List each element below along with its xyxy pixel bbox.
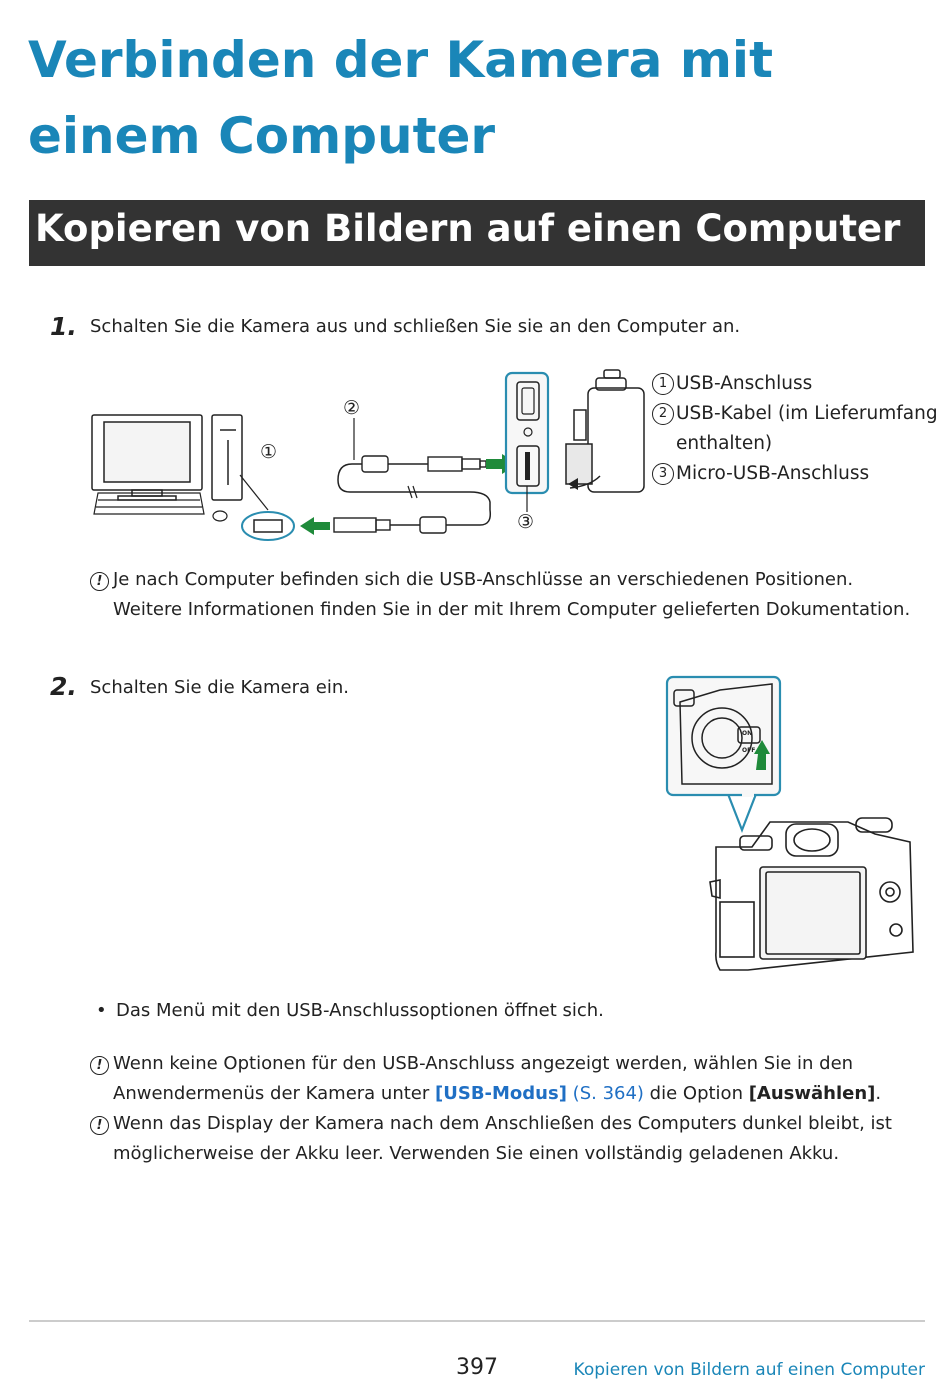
step-2-text: Schalten Sie die Kamera ein. bbox=[90, 677, 349, 698]
camera-power-switch-illustration bbox=[660, 672, 925, 977]
micro-usb-plug bbox=[428, 457, 486, 471]
legend-text: Micro-USB-Anschluss bbox=[676, 463, 870, 484]
step-1-number: 1. bbox=[50, 312, 77, 341]
legend-marker: 3 bbox=[652, 463, 674, 485]
usb-cable bbox=[338, 464, 490, 525]
caution-icon: ! bbox=[90, 1116, 109, 1135]
legend-text: USB-Kabel (im Lieferumfang enthalten) bbox=[676, 403, 938, 454]
mouse bbox=[213, 511, 227, 521]
legend-marker: 1 bbox=[652, 373, 674, 395]
legend-marker: 2 bbox=[652, 403, 674, 425]
callout-legend bbox=[652, 369, 942, 489]
step-1-note bbox=[90, 565, 920, 625]
callout-3: ③ bbox=[517, 511, 535, 533]
step-2-bullet-text: Das Menü mit den USB-Anschlussoptionen öffnet sich. bbox=[116, 1000, 604, 1021]
step-2-note-2 bbox=[90, 1109, 920, 1169]
usb-a-plug bbox=[334, 518, 390, 532]
footer-divider bbox=[29, 1320, 925, 1322]
step-2-note-1-text: Wenn keine Optionen für den USB-Anschluss angezeigt werden, wählen Sie in den Anwendermenüs der Kamera unter [USB-Modus] (S. 364) die Option [Auswählen]. bbox=[113, 1053, 882, 1104]
legend-item bbox=[652, 369, 942, 399]
caution-icon: ! bbox=[90, 572, 109, 591]
usb-port-highlight bbox=[242, 512, 294, 540]
step-1-text: Schalten Sie die Kamera aus und schließen Sie sie an den Computer an. bbox=[90, 316, 741, 337]
usb-connection-illustration bbox=[0, 360, 650, 550]
option-name: [Auswählen] bbox=[748, 1083, 876, 1104]
usb-mode-link[interactable]: [USB-Modus] bbox=[435, 1083, 567, 1104]
camera-rear-view bbox=[710, 818, 913, 970]
legend-item bbox=[652, 399, 942, 459]
section-heading: Kopieren von Bildern auf einen Computer bbox=[29, 200, 925, 266]
arrow-left-icon bbox=[300, 517, 330, 535]
step-2-note-2-text: Wenn das Display der Kamera nach dem Anschließen des Computers dunkel bleibt, ist möglicherweise der Akku leer. Verwenden Sie einen vollständig geladenen Akku. bbox=[113, 1113, 892, 1164]
callout-2: ② bbox=[343, 397, 361, 419]
switch-label-off: OFF bbox=[742, 747, 756, 754]
legend-text: USB-Anschluss bbox=[676, 373, 813, 394]
step-2-number: 2. bbox=[50, 672, 77, 701]
switch-label-on: ON bbox=[742, 730, 753, 737]
legend-item bbox=[652, 459, 942, 489]
page-title: Verbinden der Kamera mit einem Computer bbox=[28, 31, 773, 165]
page-number: 397 bbox=[456, 1355, 498, 1380]
camera-side-view bbox=[566, 370, 644, 492]
computer-monitor bbox=[92, 415, 202, 500]
step-2-note-1 bbox=[90, 1049, 920, 1109]
step-1-note-text: Je nach Computer befinden sich die USB-Anschlüsse an verschiedenen Positionen. Weitere Informationen finden Sie in der mit Ihrem Computer gelieferten Dokumentation. bbox=[113, 569, 911, 620]
step-2-bullet bbox=[96, 996, 604, 1026]
caution-icon: ! bbox=[90, 1056, 109, 1075]
page-reference-link[interactable]: (S. 364) bbox=[572, 1083, 644, 1104]
running-title-link[interactable]: Kopieren von Bildern auf einen Computer bbox=[573, 1360, 925, 1380]
callout-1: ① bbox=[260, 441, 278, 463]
bullet-icon: • bbox=[96, 1000, 107, 1021]
computer-tower bbox=[212, 415, 242, 500]
switch-detail-frame bbox=[667, 677, 780, 795]
